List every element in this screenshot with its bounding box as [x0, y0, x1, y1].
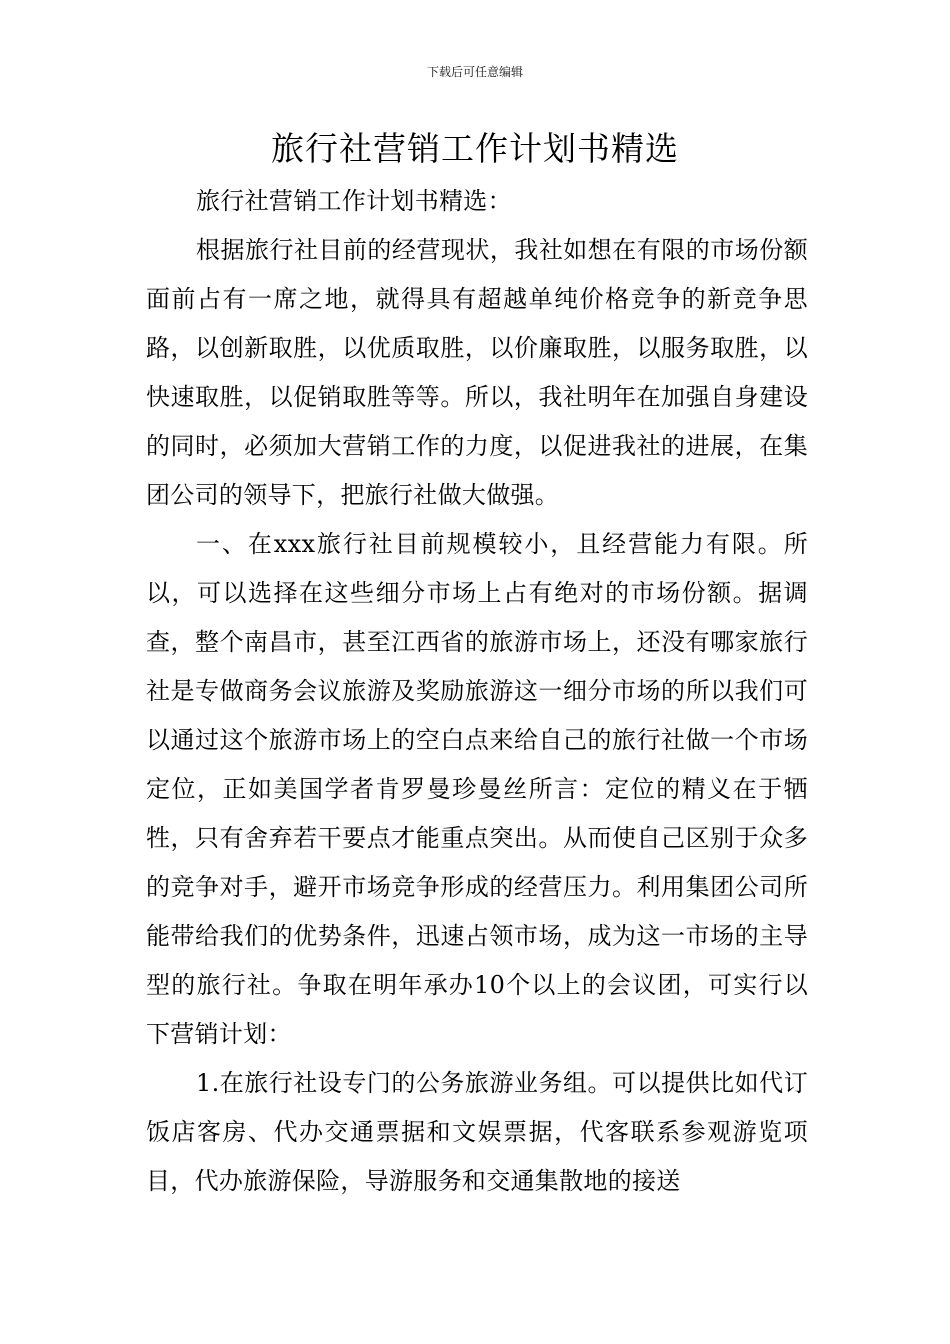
body-paragraph-2: 一、在xxx旅行社目前规模较小，且经营能力有限。所以，可以选择在这些细分市场上占有绝对的市场份额。据调查，整个南昌市，甚至江西省的旅游市场上，还没有哪家旅行社是专做商务会议旅游及奖励旅游这一细分市场的所以我们可以通过这个旅游市场上的空白点来给自己的旅行社做一个市场定位，正如美国学者肯罗曼珍曼丝所言：定位的精义在于牺牲，只有舍弃若干要点才能重点突出。从而使自己区别于众多的竞争对手，避开市场竞争形成的经营压力。利用集团公司所能带给我们的优势条件，迅速占领市场，成为这一市场的主导型的旅行社。争取在明年承办10个以上的会议团，可实行以下营销计划：	[146, 530, 808, 1048]
body-paragraph-1: 根据旅行社目前的经营现状，我社如想在有限的市场份额面前占有一席之地，就得具有超越单纯价格竞争的新竞争思路，以创新取胜，以优质取胜，以价廉取胜，以服务取胜，以快速取胜，以促销取胜等等。所以，我社明年在加强自身建设的同时，必须加大营销工作的力度，以促进我社的进展，在集团公司的领导下，把旅行社做大做强。	[146, 236, 808, 509]
document-body	[146, 177, 808, 1206]
header-note: 下载后可任意编辑	[426, 65, 523, 79]
body-paragraph-3: 1.在旅行社设专门的公务旅游业务组。可以提供比如代订饭店客房、代办交通票据和文娱票据，代客联系参观游览项目，代办旅游保险，导游服务和交通集散地的接送	[146, 1069, 808, 1195]
intro-paragraph: 旅行社营销工作计划书精选：	[196, 187, 512, 215]
document-title: 旅行社营销工作计划书精选	[271, 129, 679, 168]
